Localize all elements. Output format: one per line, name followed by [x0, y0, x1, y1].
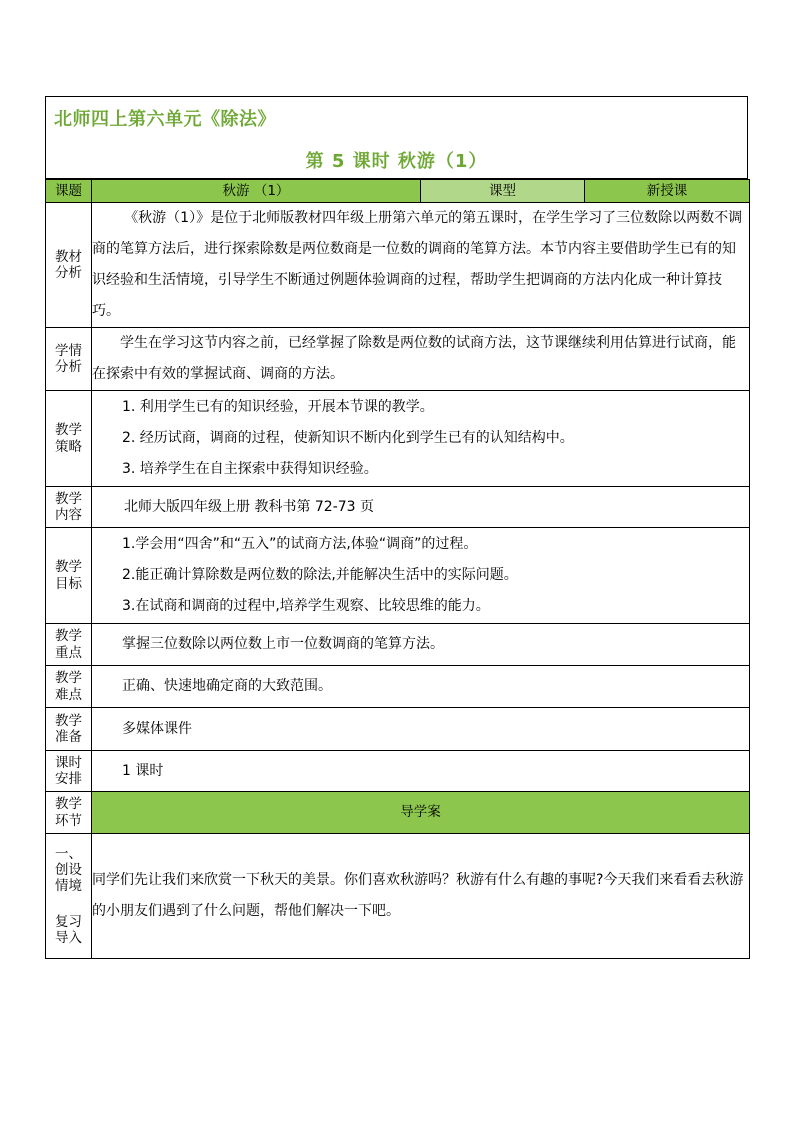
student-analysis-row	[46, 328, 750, 391]
strategy-row	[46, 391, 750, 487]
student-analysis-label: 学情 分析	[46, 328, 92, 391]
strategy-list	[92, 391, 750, 487]
type-value: 新授课	[585, 180, 750, 203]
student-analysis-text: 学生在学习这节内容之前，已经掌握了除数是两位数的试商方法，这节课继续利用估算进行试商，能在探索中有效的掌握试商、调商的方法。	[92, 328, 750, 391]
strategy-item: 1. 利用学生已有的知识经验，开展本节课的教学。	[122, 399, 434, 415]
goal-item: 2.能正确计算除数是两位数的除法,并能解决生活中的实际问题。	[122, 567, 518, 583]
process-row	[46, 792, 750, 834]
type-label: 课型	[421, 180, 585, 203]
goals-row	[46, 528, 750, 624]
preparation-label: 教学 准备	[46, 708, 92, 751]
difficulties-row	[46, 666, 750, 708]
strategy-label: 教学 策略	[46, 391, 92, 487]
process-label: 教学 环节	[46, 792, 92, 834]
schedule-text: 1 课时	[92, 751, 750, 792]
preparation-row	[46, 708, 750, 751]
textbook-analysis-label: 教材 分析	[46, 203, 92, 328]
schedule-row	[46, 751, 750, 792]
process-heading: 导学案	[92, 792, 750, 834]
document-header	[45, 96, 748, 179]
unit-title: 北师四上第六单元《除法》	[54, 109, 276, 130]
goals-list	[92, 528, 750, 624]
intro-text: 同学们先让我们来欣赏一下秋天的美景。你们喜欢秋游吗？秋游有什么有趣的事呢?今天我们来看看去秋游的小朋友们遇到了什么问题，帮他们解决一下吧。	[92, 834, 750, 959]
topic-value: 秋游 （1）	[92, 180, 421, 203]
lesson-plan-table	[45, 179, 750, 959]
topic-label: 课题	[46, 180, 92, 203]
key-points-row	[46, 624, 750, 666]
lesson-title: 第 5 课时 秋游（1）	[305, 151, 488, 172]
difficulties-label: 教学 难点	[46, 666, 92, 708]
textbook-analysis-text: 《秋游（1）》是位于北师版教材四年级上册第六单元的第五课时，在学生学习了三位数除以两数不调商的笔算方法后，进行探索除数是两位数商是一位数的调商的笔算方法。本节内容主要借助学生已有的知识经验和生活情境，引导学生不断通过例题体验调商的过程，帮助学生把调商的方法内化成一种计算技巧。	[92, 203, 750, 328]
goals-label: 教学 目标	[46, 528, 92, 624]
content-row	[46, 487, 750, 528]
textbook-analysis-row	[46, 203, 750, 328]
goal-item: 1.学会用“四舍”和“五入”的试商方法,体验“调商”的过程。	[122, 536, 478, 552]
content-text: 北师大版四年级上册 教科书第 72-73 页	[92, 487, 750, 528]
intro-row	[46, 834, 750, 959]
difficulties-text: 正确、快速地确定商的大致范围。	[92, 666, 750, 708]
schedule-label: 课时 安排	[46, 751, 92, 792]
preparation-text: 多媒体课件	[92, 708, 750, 751]
strategy-item: 2. 经历试商，调商的过程，使新知识不断内化到学生已有的认知结构中。	[122, 430, 574, 446]
strategy-item: 3. 培养学生在自主探索中获得知识经验。	[122, 461, 378, 477]
goal-item: 3.在试商和调商的过程中,培养学生观察、比较思维的能力。	[122, 598, 490, 614]
intro-label: 一、 创设 情境 复习 导入	[46, 834, 92, 959]
content-label: 教学 内容	[46, 487, 92, 528]
key-points-label: 教学 重点	[46, 624, 92, 666]
key-points-text: 掌握三位数除以两位数上市一位数调商的笔算方法。	[92, 624, 750, 666]
info-row	[46, 180, 750, 203]
